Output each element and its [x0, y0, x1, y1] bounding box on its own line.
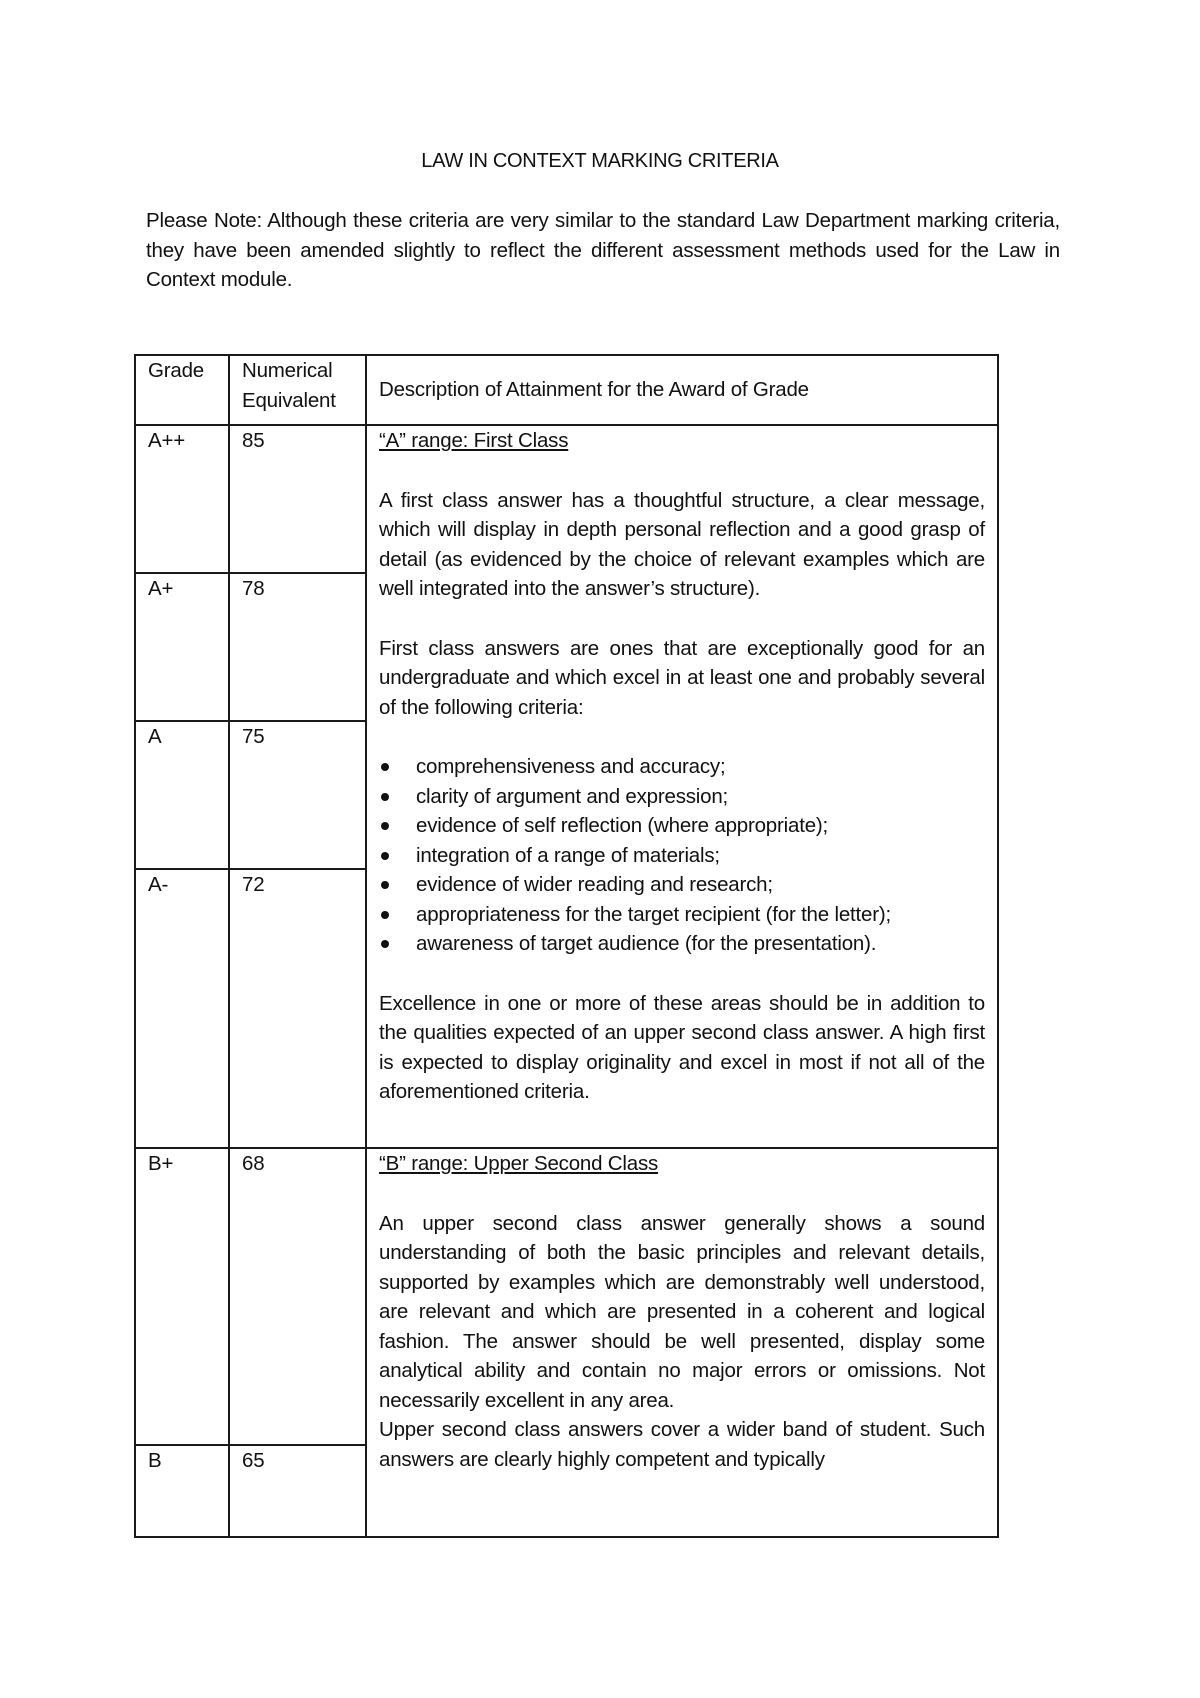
list-item — [379, 929, 985, 959]
header-numerical-equivalent: Numerical Equivalent — [229, 355, 366, 425]
table-header-row — [135, 355, 998, 425]
a-range-paragraph: Excellence in one or more of these areas should be in addition to the qualities expected of an upper second class answer. A high first is expected to display originality and excel in most if not all of the aforementioned criteria. — [379, 991, 985, 1103]
grade-cell: A++ — [135, 425, 229, 573]
b-range-description — [366, 1148, 998, 1537]
bullet-icon — [381, 822, 389, 830]
grade-cell: B — [135, 1445, 229, 1537]
list-item — [379, 752, 985, 782]
bullet-icon — [381, 911, 389, 919]
grade-cell: A — [135, 721, 229, 869]
numerical-cell: 78 — [229, 573, 366, 721]
table-row — [135, 425, 998, 573]
criteria-text: appropriateness for the target recipient (for the letter); — [416, 902, 891, 926]
numerical-cell: 75 — [229, 721, 366, 869]
b-range-paragraph: Upper second class answers cover a wider band of student. Such answers are clearly highly competent and typically — [379, 1418, 985, 1471]
criteria-text: clarity of argument and expression; — [416, 784, 729, 808]
b-range-heading: “B” range: Upper Second Class — [379, 1152, 659, 1175]
bullet-icon — [381, 852, 389, 860]
criteria-text: evidence of self reflection (where appropriate); — [416, 814, 829, 837]
marking-criteria-table — [134, 354, 999, 1538]
a-range-paragraph: First class answers are ones that are exceptionally good for an undergraduate and which excel in at least one and probably several of the following criteria: — [379, 636, 985, 719]
a-range-description — [366, 425, 998, 1148]
criteria-text: awareness of target audience (for the presentation). — [416, 932, 877, 955]
criteria-text: evidence of wider reading and research; — [416, 873, 773, 896]
criteria-text: comprehensiveness and accuracy; — [416, 755, 726, 778]
bullet-icon — [381, 763, 389, 771]
numerical-cell: 68 — [229, 1148, 366, 1445]
intro-note: Please Note: Although these criteria are very similar to the standard Law Department marking criteria, they have been amended slightly to reflect the different assessment methods used for the Law in Context module. — [146, 209, 1060, 291]
numerical-cell: 65 — [229, 1445, 366, 1537]
numerical-cell: 85 — [229, 425, 366, 573]
grade-cell: A+ — [135, 573, 229, 721]
criteria-text: integration of a range of materials; — [416, 843, 720, 867]
grade-cell: B+ — [135, 1148, 229, 1445]
list-item — [379, 782, 985, 812]
grade-cell: A- — [135, 869, 229, 1148]
a-range-paragraph: A first class answer has a thoughtful structure, a clear message, which will display in depth personal reflection and a good grasp of detail (as evidenced by the choice of relevant examples which are well integrated into the answer’s structure). — [379, 488, 985, 600]
a-range-heading: “A” range: First Class — [379, 429, 569, 452]
list-item — [379, 811, 985, 841]
header-description: Description of Attainment for the Award of Grade — [366, 355, 998, 425]
list-item — [379, 870, 985, 900]
numerical-cell: 72 — [229, 869, 366, 1148]
table-row — [135, 1148, 998, 1445]
bullet-icon — [381, 793, 389, 801]
list-item — [379, 900, 985, 930]
bullet-icon — [381, 881, 389, 889]
criteria-list — [379, 752, 985, 959]
page-title: LAW IN CONTEXT MARKING CRITERIA — [421, 150, 779, 172]
bullet-icon — [381, 940, 389, 948]
b-range-paragraph: An upper second class answer generally shows a sound understanding of both the basic principles and relevant details, supported by examples which are demonstrably well understood, are relevant and which are presented in a coherent and logical fashion. The answer should be well presented, display some analytical ability and contain no major errors or omissions. Not necessarily excellent in any area. — [379, 1211, 985, 1412]
header-grade: Grade — [135, 355, 229, 425]
list-item — [379, 841, 985, 871]
